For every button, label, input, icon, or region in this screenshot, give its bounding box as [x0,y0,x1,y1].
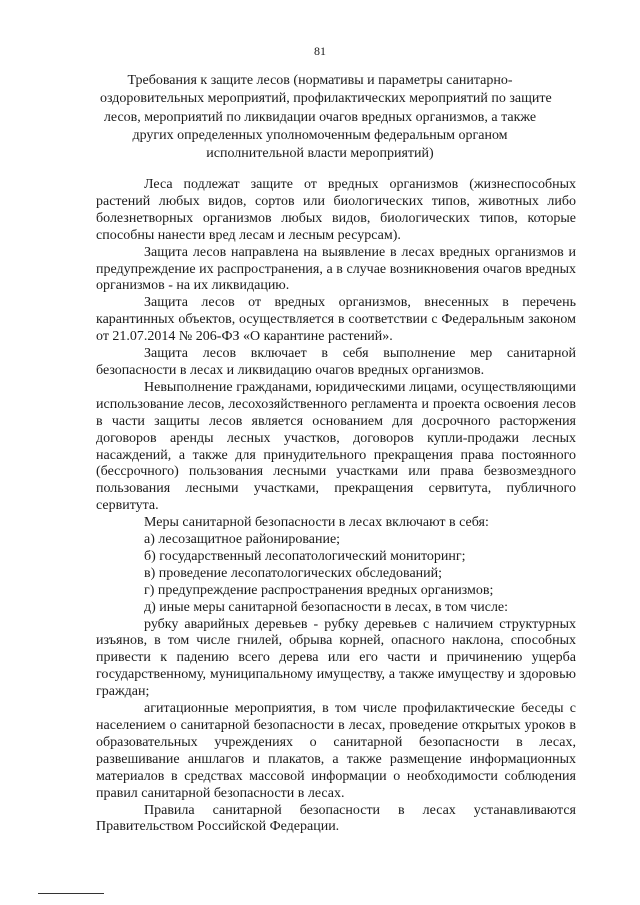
paragraph: Невыполнение гражданами, юридическими лицами, осуществляющими использование лесов, лесохозяйственного регламента и проекта освоения лесов в части защиты лесов является основанием для досрочного расторжения договоров аренды лесных участков, договоров купли-продажи лесных насаждений, а также для принудительного прекращения права постоянного (бессрочного) пользования лесными участками или права безвозмездного пользования лесными участками, прекращения сервитута, публичного сервитута. [96,379,576,514]
list-item: в) проведение лесопатологических обследований; [144,565,443,581]
page-number: 81 [314,44,326,58]
paragraph: рубку аварийных деревьев - рубку деревьев с наличием структурных изъянов, в том числе гнилей, обрыва корней, опасного наклона, способных привести к падению всего дерева или его части и причинению ущерба государственному, муниципальному имуществу, а также имуществу и здоровью граждан; [96,616,576,700]
paragraph: Защита лесов включает в себя выполнение мер санитарной безопасности в лесах и ликвидацию очагов вредных организмов. [96,346,576,378]
footnote-divider [38,893,104,894]
list-item: а) лесозащитное районирование; [144,532,341,548]
heading-line: лесов, мероприятий по ликвидации очагов вредных организмов, а также [103,109,537,125]
paragraph: Правила санитарной безопасности в лесах устанавливаются Правительством Российской Федерации. [96,802,576,835]
list-item: г) предупреждение распространения вредных организмов; [144,582,494,598]
heading-line: оздоровительных мероприятий, профилактических мероприятий по защите [100,91,552,107]
paragraph: Меры санитарной безопасности в лесах включают в себя: [144,515,489,531]
paragraph: агитационные мероприятия, в том числе профилактические беседы с населением о санитарной безопасности в лесах, проведение открытых уроков в образовательных учреждениях о санитарной безопасности в лесах, развешивание аншлагов и плакатов, а также размещение информационных материалов в средствах массовой информации о необходимости соблюдения правил санитарной безопасности в лесах. [96,701,576,801]
list-item: б) государственный лесопатологический мониторинг; [144,548,466,564]
section-heading [100,72,552,163]
heading-line: других определенных уполномоченным федеральным органом [132,127,508,143]
list-item: д) иные меры санитарной безопасности в лесах, в том числе: [144,599,509,615]
heading-line: Требования к защите лесов (нормативы и параметры санитарно- [127,73,513,88]
paragraph: Защита лесов от вредных организмов, внесенных в перечень карантинных объектов, осуществляется в соответствии с Федеральным законом от 21.07.2014 № 206-ФЗ «О карантине растений». [96,295,576,345]
document-body [96,177,576,836]
paragraph: Защита лесов направлена на выявление в лесах вредных организмов и предупреждение их распространения, а в случае возникновения очагов вредных организмов - на их ликвидацию. [96,244,576,294]
paragraph: Леса подлежат защите от вредных организмов (жизнеспособных растений любых видов, сортов или биологических типов, животных либо болезнетворных организмов любых видов, биологических типов, которые способны нанести вред лесам и лесным ресурсам). [96,177,576,243]
heading-line: исполнительной власти мероприятий) [206,146,434,162]
